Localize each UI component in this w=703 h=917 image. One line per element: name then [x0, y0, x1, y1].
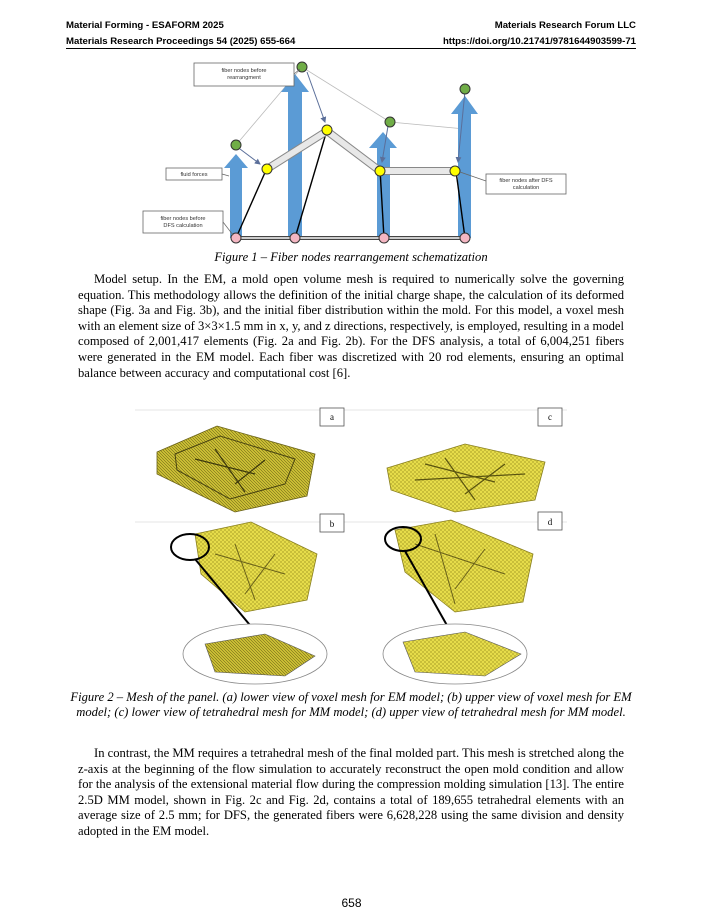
fluid-force-arrows [224, 74, 478, 238]
figure-2-meshes [135, 404, 567, 688]
page-number: 658 [341, 896, 362, 910]
panel-c-voxel-upper [387, 444, 545, 512]
panel-a-voxel-lower [157, 426, 315, 512]
doi-link[interactable]: https://doi.org/10.21741/9781644903599-71 [442, 36, 636, 47]
figure-1-schematic [140, 56, 570, 248]
figure-2-caption: Figure 2 – Mesh of the panel. (a) lower view of voxel mesh for EM model; (b) upper view of voxel mesh for EM model; (c) lower view of tetrahedral mesh for MM model; (d) upper view of tetrahedral mesh for MM model. [70, 690, 632, 719]
panel-d-label: d [547, 517, 553, 527]
label-after-dfs: fiber nodes after DFS calculation [499, 178, 553, 191]
panel-d-tetra-upper [383, 520, 533, 684]
label-box-before-dfs [143, 211, 223, 233]
header-rule [66, 48, 636, 49]
publisher-name: Materials Research Forum LLC [494, 20, 636, 31]
label-before-rearrangement: fiber nodes before rearrangment [221, 68, 267, 81]
label-fluid-forces: fluid forces [180, 172, 208, 178]
paragraph-mm-mesh: In contrast, the MM requires a tetrahedral mesh of the final molded part. This mesh is stretched along the z-axis at the beginning of the flow simulation to accurately reconstruct the open mold condition and allow for the analysis of the extensional material flow during the compression molding simulation [13]. The entire 2.5D MM model, shown in Fig. 2c and Fig. 2d, contains a total of 189,655 tetrahedral elements with an average size of 2.5 mm; for DFS, the generated fibers were 6,628,228 using the same division and density adopted in the EM model. [78, 746, 624, 838]
label-before-dfs: fiber nodes before DFS calculation [160, 216, 206, 229]
panel-b-tetra-lower [171, 522, 327, 684]
conference-name: Material Forming - ESAFORM 2025 [66, 20, 224, 31]
panel-b-label: b [329, 519, 335, 529]
label-box-after-dfs [486, 174, 566, 194]
figure-1-caption: Figure 1 – Fiber nodes rearrangement schematization [214, 250, 488, 264]
panel-c-label: c [548, 412, 552, 422]
proceedings-citation: Materials Research Proceedings 54 (2025) 655-664 [66, 36, 296, 47]
paragraph-model-setup: Model setup. In the EM, a mold open volume mesh is required to numerically solve the governing equation. This methodology allows the definition of the initial charge shape, the calculation of its deformed shape (Fig. 3a and Fig. 3b), and the initial fiber distribution within the mold. For this model, a voxel mesh with an element size of 3×3×1.5 mm in x, y, and z directions, respectively, is employed, resulting in a model composed of 2,001,417 elements (Fig. 2a and Fig. 2b). For the DFS analysis, a total of 6,004,251 fibers were generated in the EM model. Each fiber was discretized with 20 rod elements, ensuring an optimal balance between accuracy and computational cost [6]. [78, 272, 624, 380]
panel-a-label: a [330, 412, 334, 422]
